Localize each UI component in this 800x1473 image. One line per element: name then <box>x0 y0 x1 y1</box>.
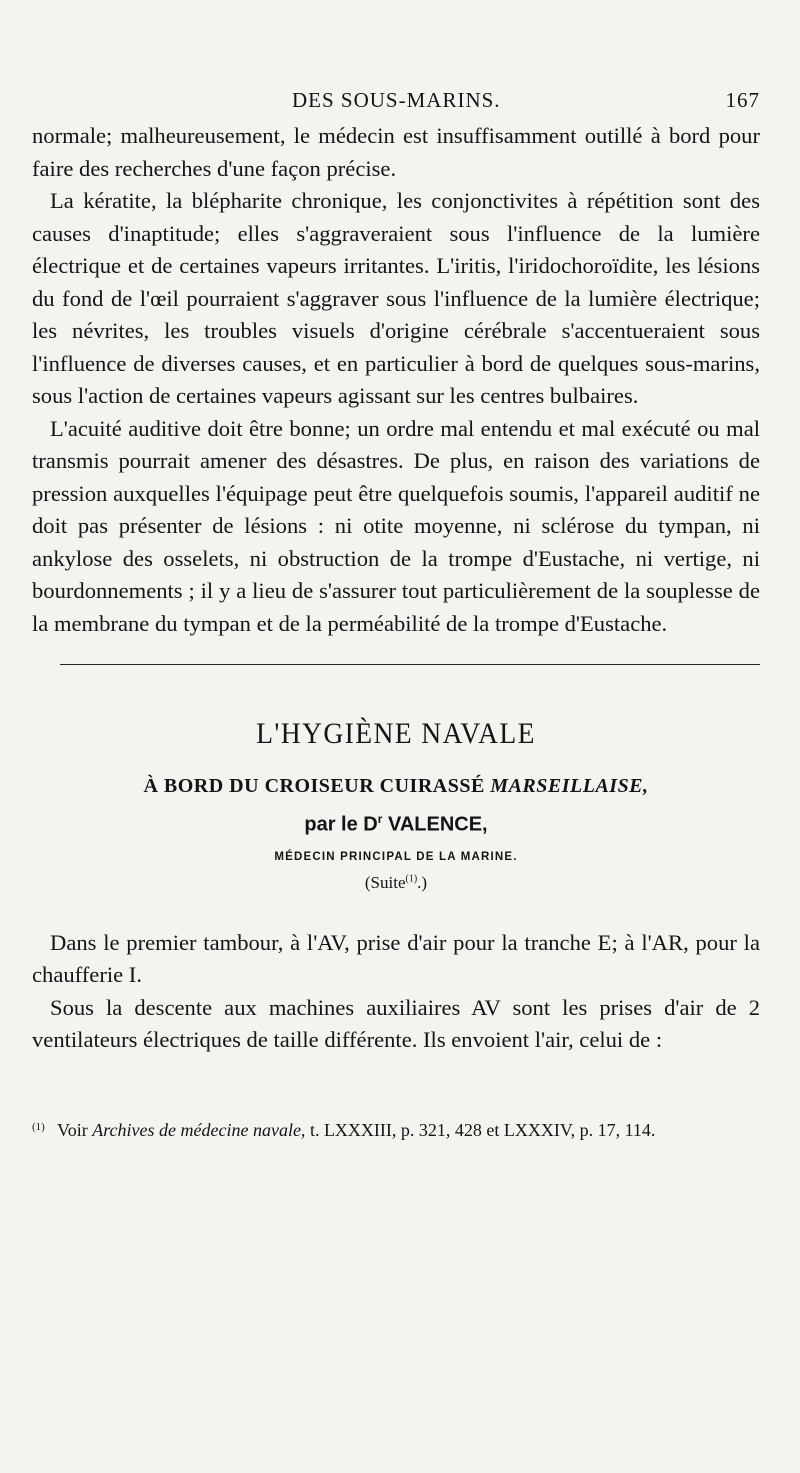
article-body <box>32 927 760 1057</box>
footnote-prefix: Voir <box>57 1119 88 1140</box>
suite-close: .) <box>417 872 428 892</box>
suite-footnote-ref: (1) <box>405 873 418 884</box>
paragraph-eye-disorders: La kératite, la blépharite chronique, les conjonctivites à répétition sont des causes d'inaptitude; elles s'aggraveraient sous l'influence de la lumière électrique et de certaines vapeurs irritantes. L'iritis, l'iridochoroïdite, les lésions du fond de l'œil pourraient s'aggraver sous l'influence de la lumière électrique; les névrites, les troubles visuels d'origine cérébrale s'accentueraient sous l'influence de diverses causes, et en particulier à bord de quelques sous-marins, sous l'action de certaines vapeurs agissant sur les centres bulbaires. <box>32 188 760 408</box>
footnote-reference: t. LXXXIII, p. 321, 428 et LXXXIV, p. 17, 114. <box>309 1119 656 1140</box>
footnote <box>32 1115 760 1143</box>
page-number: 167 <box>725 88 760 112</box>
running-title: DES SOUS-MARINS. <box>292 88 501 112</box>
section-divider <box>60 664 760 665</box>
paragraph-continuation: normale; malheureusement, le médecin est insuffisamment outillé à bord pour faire des recherches d'une façon précise. <box>32 123 760 181</box>
paragraph-first-drum: Dans le premier tambour, à l'AV, prise d'air pour la tranche E; à l'AR, pour la chaufferie I. <box>32 929 760 988</box>
book-page <box>32 80 760 1143</box>
author-role: MÉDECIN PRINCIPAL DE LA MARINE. <box>274 850 518 863</box>
continuation-note <box>32 873 760 893</box>
author-name: VALENCE, <box>387 813 488 836</box>
subtitle-prefix: À BORD DU CROISEUR CUIRASSÉ <box>143 775 485 797</box>
author-sup: r <box>377 812 383 826</box>
continued-article-text <box>32 120 760 640</box>
footnote-journal: Archives de médecine navale, <box>92 1119 306 1140</box>
paragraph-auxiliary-machines: Sous la descente aux machines auxiliaires AV sont les prises d'air de 2 ventilateurs électriques de taille différente. Ils envoient l'air, celui de : <box>32 994 760 1053</box>
ship-name: MARSEILLAISE, <box>490 775 649 797</box>
suite-label: (Suite <box>364 872 406 892</box>
author-prefix: par le D <box>304 813 378 836</box>
article-title: L'HYGIÈNE NAVALE <box>256 717 536 750</box>
page-header <box>32 80 760 120</box>
footnote-mark: (1) <box>32 1120 45 1133</box>
article-subtitle <box>32 775 760 798</box>
paragraph-hearing: L'acuité auditive doit être bonne; un ordre mal entendu et mal exécuté ou mal transmis pourrait amener des désastres. De plus, en raison des variations de pression auxquelles l'équipage peut être quelquefois soumis, l'appareil auditif ne doit pas présenter de lésions : ni otite moyenne, ni sclérose du tympan, ni ankylose des osselets, ni obstruction de la trompe d'Eustache, ni vertige, ni bourdonnements ; il y a lieu de s'assurer tout particulièrement de la souplesse de la membrane du tympan et de la perméabilité de la trompe d'Eustache. <box>32 415 760 636</box>
article-author <box>32 812 760 837</box>
